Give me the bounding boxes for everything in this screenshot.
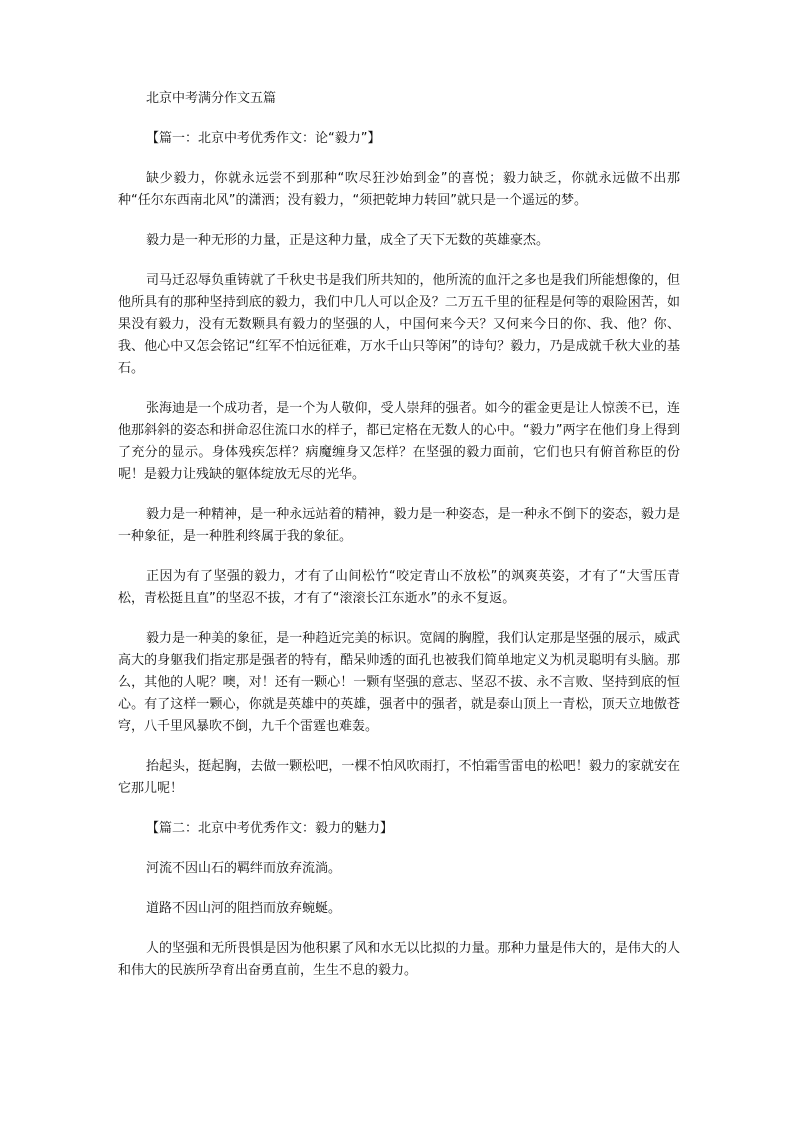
document-page xyxy=(118,88,680,1000)
paragraph: 道路不因山河的阻挡而放弃蜿蜒。 xyxy=(146,901,342,916)
paragraph: 毅力是一种美的象征，是一种趋近完美的标识。宽阔的胸膛，我们认定那是坚强的展示，威武高大的身躯我们指定那是强者的特有，酷呆帅透的面孔也被我们简单地定义为机灵聪明有头脑。那么，其他的人呢？噢，对！还有一颗心！一颗有坚强的意志、坚忍不拔、永不言败、坚持到底的恒心。有了这样一颗心，你就是英雄中的英雄，强者中的强者，就是泰山顶上一青松，顶天立地傲苍穹，八千里风暴吹不倒，九千个雷霆也难轰。 xyxy=(118,631,680,734)
section-2 xyxy=(118,818,680,982)
paragraph: 抬起头，挺起胸，去做一颗松吧，一棵不怕风吹雨打，不怕霜雪雷电的松吧！毅力的家就安在它那儿呢！ xyxy=(118,759,680,796)
section-1 xyxy=(118,128,680,800)
paragraph: 张海迪是一个成功者，是一个为人敬仰，受人崇拜的强者。如今的霍金更是让人惊羡不已，连他那斜斜的姿态和拼命忍住流口水的样子，都已定格在无数人的心中。“毅力”两字在他们身上得到了充分的显示。身体残疾怎样？病魔缠身又怎样？在坚强的毅力面前，它们也只有俯首称臣的份呢！是毅力让残缺的躯体绽放无尽的光华。 xyxy=(118,401,680,482)
paragraph: 司马迁忍辱负重铸就了千秋史书是我们所共知的，他所流的血汗之多也是我们所能想像的，但他所具有的那种坚持到底的毅力，我们中几人可以企及？二万五千里的征程是何等的艰险困苦，如果没有毅力，没有无数颗具有毅力的坚强的人，中国何来今天？又何来今日的你、我、他？你、我、他心中又怎会铭记“红军不怕远征难，万水千山只等闲”的诗句？毅力，乃是成就千秋大业的基石。 xyxy=(118,273,680,376)
paragraph: 河流不因山石的羁绊而放弃流淌。 xyxy=(146,861,342,876)
paragraph: 正因为有了坚强的毅力，才有了山间松竹“咬定青山不放松”的飒爽英姿，才有了“大雪压青松，青松挺且直”的坚忍不拔，才有了“滚滚长江东逝水”的永不复返。 xyxy=(118,569,680,606)
paragraph: 毅力是一种精神，是一种永远站着的精神，毅力是一种姿态，是一种永不倒下的姿态，毅力是一种象征，是一种胜利终属于我的象征。 xyxy=(118,507,680,544)
document-title: 北京中考满分作文五篇 xyxy=(146,91,277,106)
section-heading: 【篇二：北京中考优秀作文：毅力的魅力】 xyxy=(146,821,394,836)
paragraph: 毅力是一种无形的力量，正是这种力量，成全了天下无数的英雄豪杰。 xyxy=(146,233,550,248)
paragraph: 缺少毅力，你就永远尝不到那种“吹尽狂沙始到金”的喜悦；毅力缺乏，你就永远做不出那种“任尔东西南北风”的潇洒；没有毅力，“须把乾坤力转回”就只是一个遥远的梦。 xyxy=(118,171,680,208)
section-heading: 【篇一：北京中考优秀作文：论“毅力”】 xyxy=(146,131,381,146)
paragraph: 人的坚强和无所畏惧是因为他积累了风和水无以比拟的力量。那种力量是伟大的，是伟大的人和伟大的民族所孕育出奋勇直前，生生不息的毅力。 xyxy=(118,941,680,978)
